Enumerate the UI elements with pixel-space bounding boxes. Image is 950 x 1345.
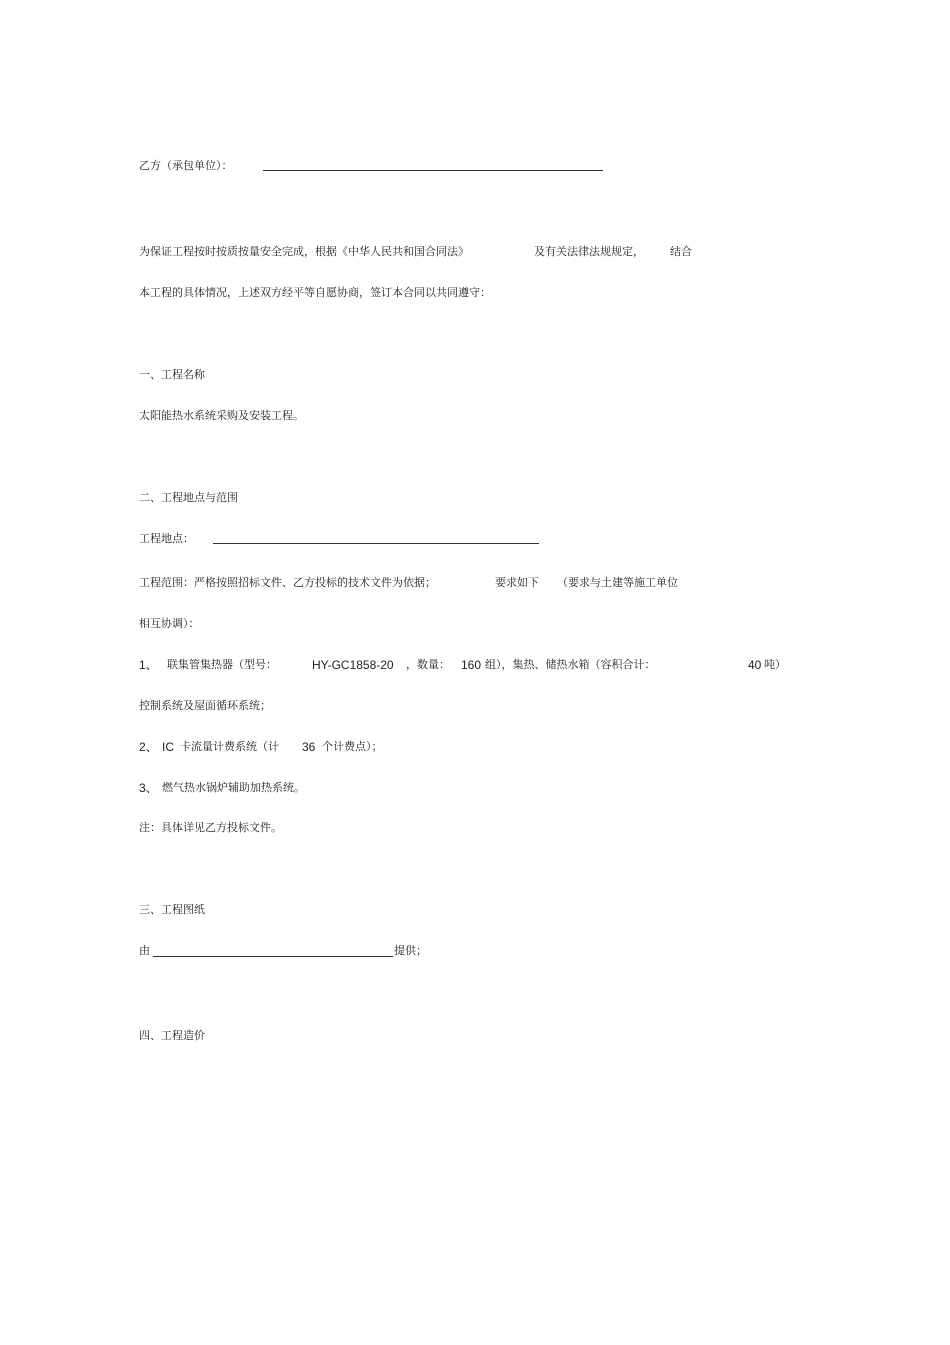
intro-line1-c: 结合 [670,245,692,258]
item1-number: 1、 [139,658,158,672]
drawings-suffix: 提供； [394,944,427,957]
section1-heading: 一、工程名称 [139,368,205,381]
item2-ic: IC [162,740,174,754]
party-b-label: 乙方（承包单位）： [139,159,233,172]
scope-text-d: 相互协调）： [139,617,200,630]
intro-line1-b: 及有关法律法规规定， [534,245,644,258]
item1-text-d: 吨） [764,658,786,671]
item1-text-a: 联集管集热器（型号： [167,658,277,671]
location-blank-line [213,543,539,544]
section3-heading: 三、工程图纸 [139,903,205,916]
item2-count: 36 [302,740,316,754]
drawings-prefix: 由 [139,944,150,957]
party-b-blank-line [263,170,603,171]
item1-text-c: 组），集热、储热水箱（容积合计： [485,658,656,671]
item1-model: HY-GC1858-20 [312,658,394,672]
drawings-blank-line [153,956,393,957]
item1-volume: 40 [748,658,762,672]
item1-quantity: 160 [461,658,482,672]
section2-note: 注：具体详见乙方投标文件。 [139,821,282,834]
intro-line2: 本工程的具体情况，上述双方经平等自愿协商，签订本合同以共同遵守： [139,286,491,299]
section4-heading: 四、工程造价 [139,1029,205,1042]
item1-text-b: ，数量： [406,658,450,671]
item2-text-b: 个计费点）； [322,740,383,753]
scope-text-c: （要求与土建等施工单位 [557,576,678,589]
scope-text-a: 工程范围：严格按照招标文件、乙方投标的技术文件为依据； [139,576,436,589]
section2-heading: 二、工程地点与范围 [139,491,238,504]
item1-continuation: 控制系统及屋面循环系统； [139,699,271,712]
item2-text-a: 卡流量计费系统（计 [180,740,279,753]
item3-number: 3、 [139,781,158,795]
intro-line1-a: 为保证工程按时按质按量安全完成，根据《中华人民共和国合同法》 [139,245,469,258]
scope-text-b: 要求如下 [495,576,539,589]
location-label: 工程地点： [139,532,194,545]
item3-text: 燃气热水锅炉辅助加热系统。 [162,781,305,794]
section1-body: 太阳能热水系统采购及安装工程。 [139,409,304,422]
item2-number: 2、 [139,740,158,754]
